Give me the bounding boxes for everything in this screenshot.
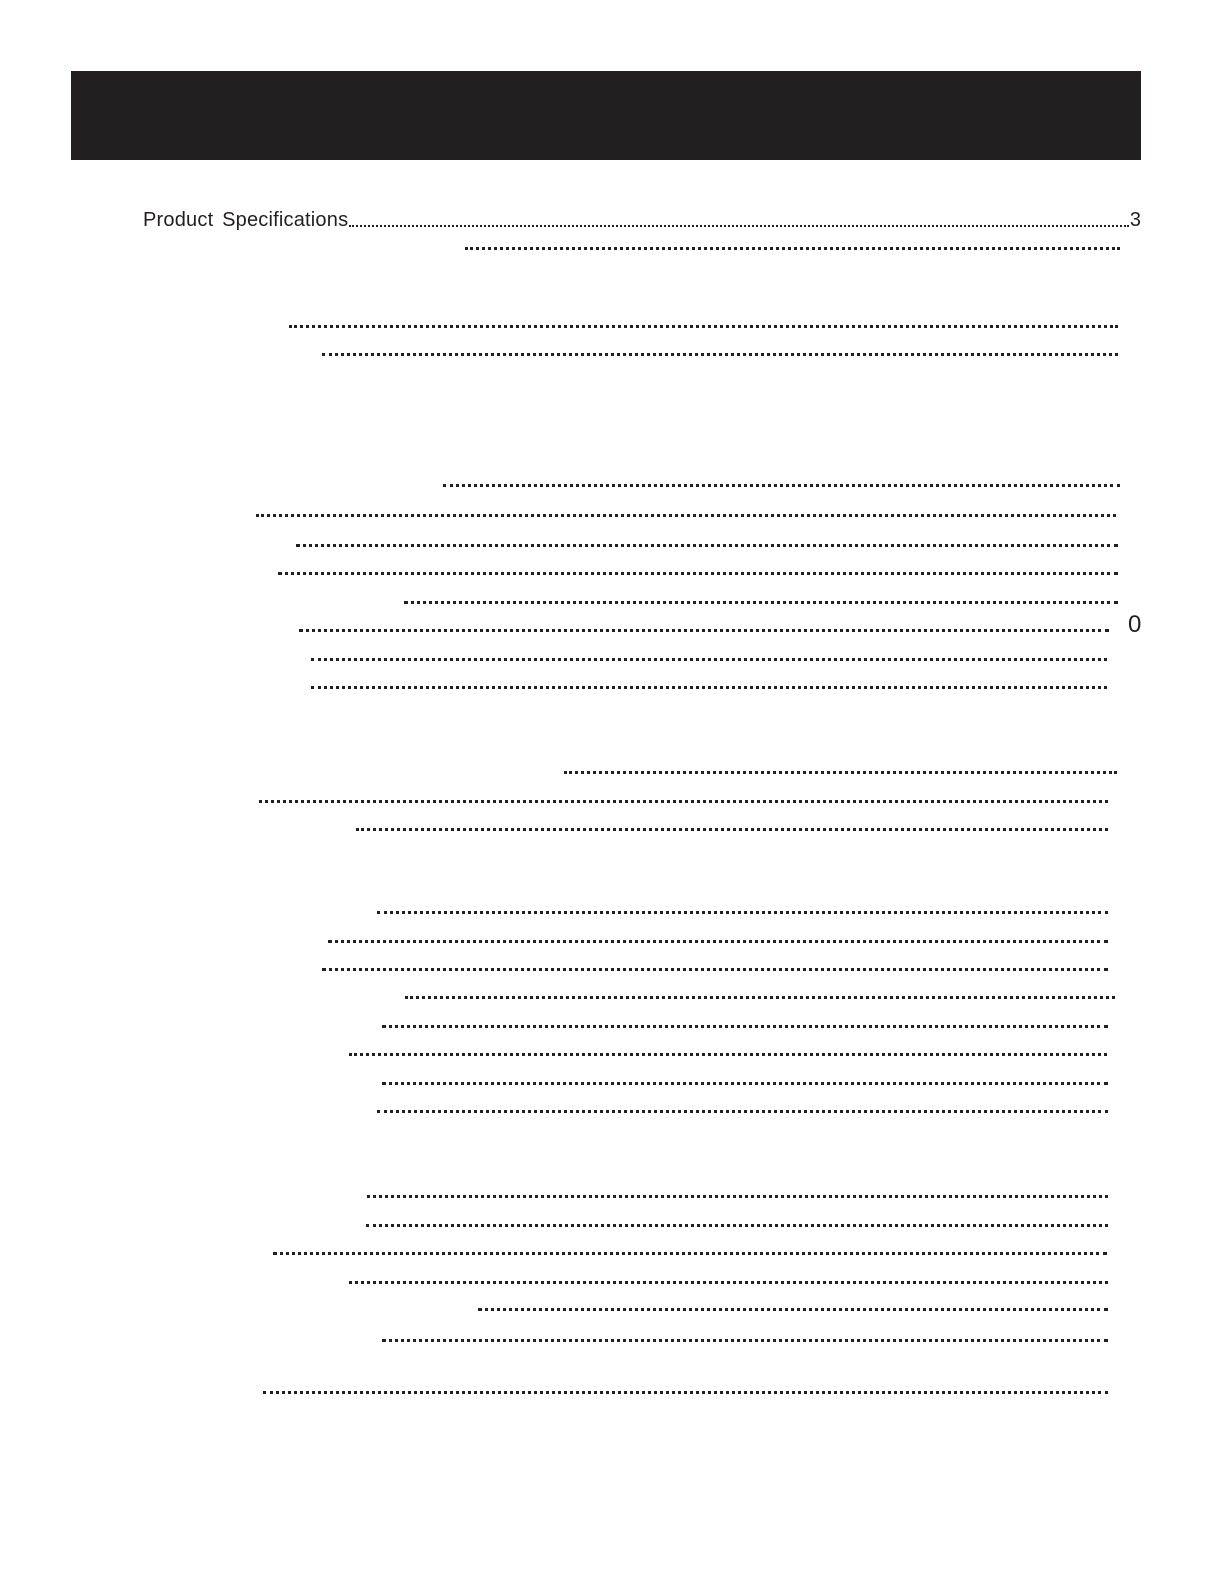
toc-leader-dots — [273, 1252, 1107, 1255]
toc-leader-dots — [322, 353, 1118, 356]
toc-leader-dots — [404, 601, 1118, 604]
toc-leader-dots — [311, 658, 1107, 661]
toc-leader-dots — [382, 1025, 1108, 1028]
toc-leader-dots — [465, 247, 1120, 250]
toc-leader-dots — [256, 514, 1116, 517]
toc-leader-dots — [377, 911, 1108, 914]
toc-leader-dots — [259, 800, 1108, 803]
toc-leader-dots — [289, 325, 1118, 328]
toc-entry-product-specifications — [143, 204, 1141, 230]
toc-leader-dots — [367, 1195, 1108, 1198]
toc-leader-dots — [405, 996, 1115, 999]
toc-leader-dots — [296, 544, 1118, 547]
toc-leader-dots — [278, 572, 1118, 575]
toc-leader-dots — [377, 1110, 1108, 1113]
toc-leader-dots — [299, 629, 1109, 632]
toc-leader-dots — [366, 1224, 1108, 1227]
toc-leader-dots — [311, 686, 1107, 689]
stray-page-number: 0 — [1128, 611, 1142, 638]
toc-leader-dots — [263, 1391, 1108, 1394]
header-bar — [71, 71, 1141, 160]
toc-leader-dots — [322, 968, 1108, 971]
toc-leader-dots — [382, 1339, 1108, 1342]
toc-leader-dots — [328, 940, 1108, 943]
toc-leader-dots — [564, 771, 1117, 774]
toc-entry-page: 3 — [1129, 209, 1141, 231]
toc-leader-dots — [382, 1082, 1108, 1085]
toc-leader-dots — [349, 1281, 1108, 1284]
toc-leader-dots — [478, 1308, 1108, 1311]
toc-leader-dots — [356, 828, 1108, 831]
toc-entry-title: Product Specifications — [143, 209, 349, 231]
toc-leader-dots — [349, 225, 1129, 227]
toc-leader-dots — [443, 484, 1120, 487]
toc-leader-dots — [349, 1053, 1107, 1056]
